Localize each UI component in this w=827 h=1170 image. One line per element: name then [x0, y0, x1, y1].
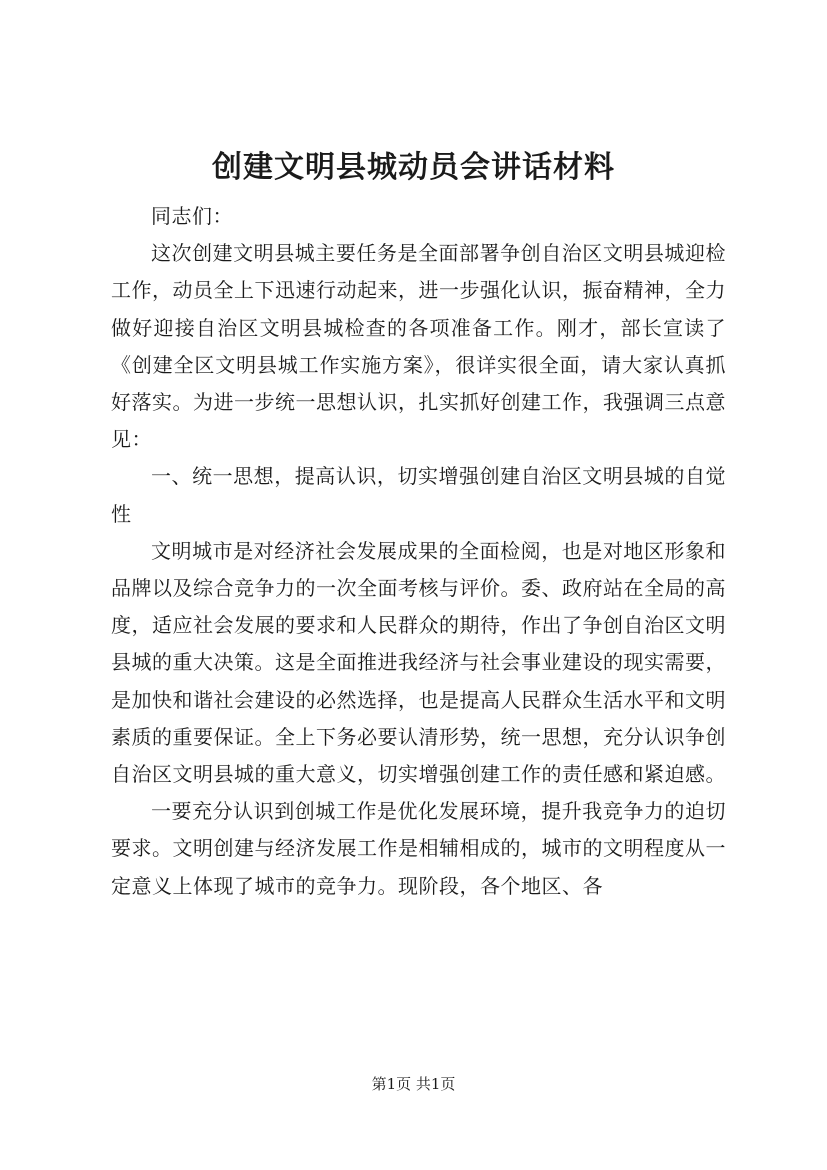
- paragraph-intro: 这次创建文明县城主要任务是全面部署争创自治区文明县城迎检工作，动员全上下迅速行动起来，进一步强化认识，振奋精神，全力做好迎接自治区文明县城检查的各项准备工作。刚才，部长宣读了《创建全区文明县城工作实施方案》，很详实很全面，请大家认真抓好落实。为进一步统一思想认识，扎实抓好创建工作，我强调三点意见：: [111, 241, 726, 452]
- paragraph-point-1: 一要充分认识到创城工作是优化发展环境，提升我竞争力的迫切要求。文明创建与经济发展工作是相辅相成的，城市的文明程度从一定意义上体现了城市的竞争力。现阶段，各个地区、各: [111, 799, 726, 898]
- salutation: 同志们：: [151, 204, 233, 228]
- document-title: 创建文明县城动员会讲话材料: [212, 150, 615, 185]
- page-number-footer: 第1页 共1页: [371, 1075, 456, 1093]
- section-heading-1: 一、统一思想，提高认识，切实增强创建自治区文明县城的自觉性: [111, 464, 726, 526]
- document-body: [111, 198, 726, 905]
- paragraph-section-1: 文明城市是对经济社会发展成果的全面检阅，也是对地区形象和品牌以及综合竞争力的一次全面考核与评价。委、政府站在全局的高度，适应社会发展的要求和人民群众的期待，作出了争创自治区文明县城的重大决策。这是全面推进我经济与社会事业建设的现实需要，是加快和谐社会建设的必然选择，也是提高人民群众生活水平和文明素质的重要保证。全上下务必要认清形势，统一思想，充分认识争创自治区文明县城的重大意义，切实增强创建工作的责任感和紧迫感。: [111, 538, 726, 787]
